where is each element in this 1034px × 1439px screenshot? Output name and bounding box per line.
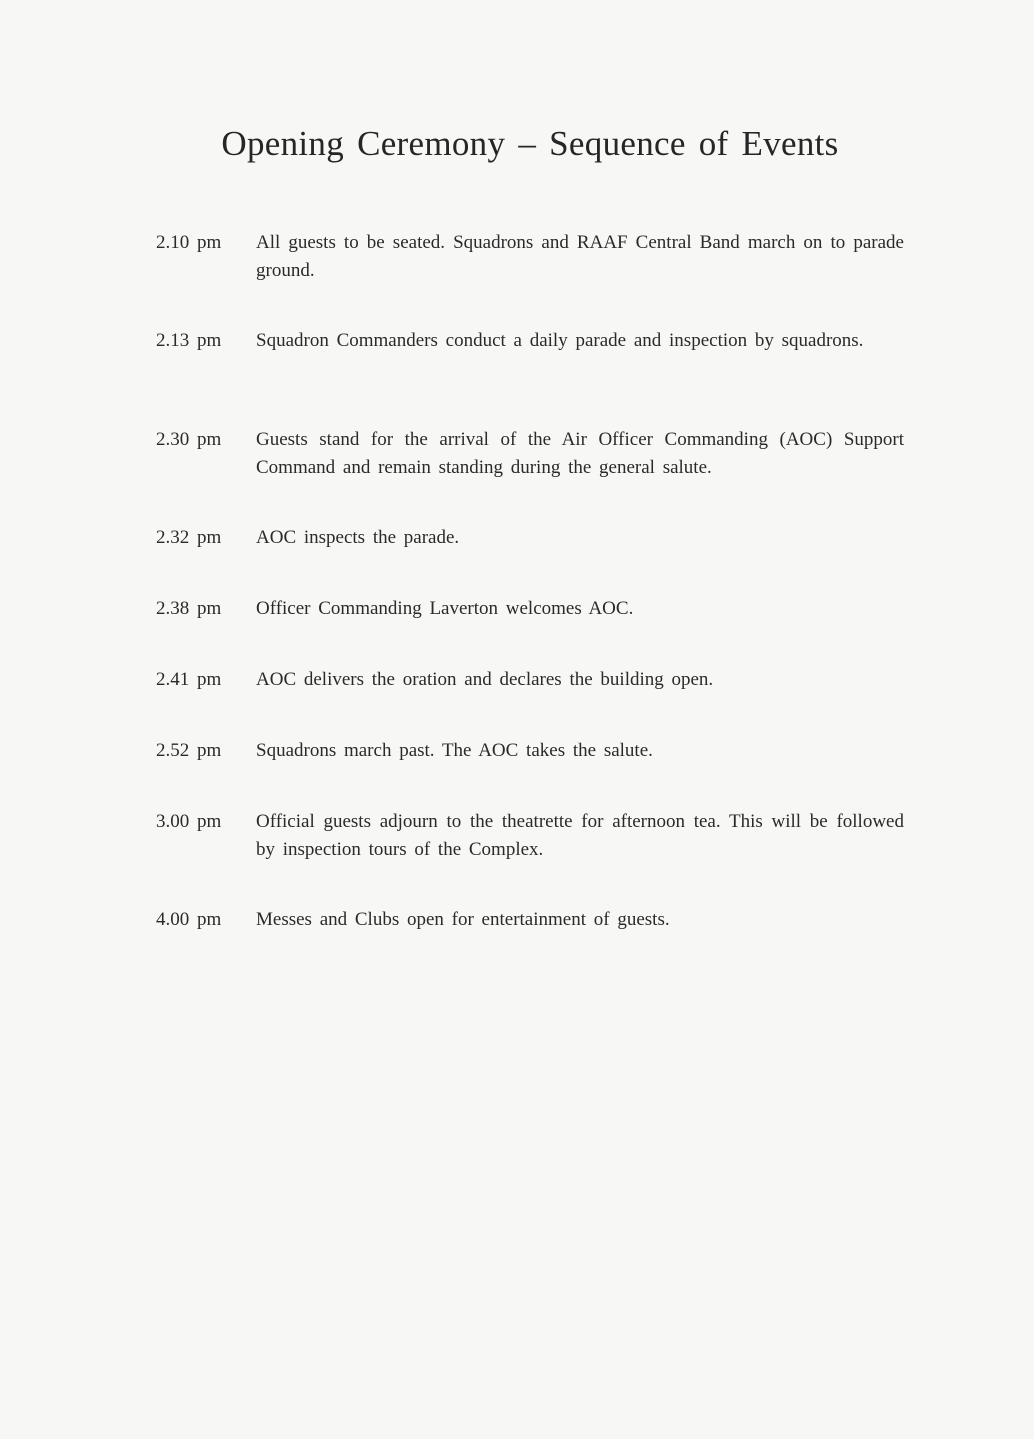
event-description: Squadrons march past. The AOC takes the salute. bbox=[256, 740, 653, 761]
event-item bbox=[156, 808, 904, 864]
event-description: AOC delivers the oration and declares the building open. bbox=[256, 669, 714, 690]
event-item bbox=[156, 595, 904, 623]
event-item bbox=[156, 906, 904, 934]
event-description: Guests stand for the arrival of the Air Officer Commanding (AOC) Support Command and remain standing during the general salute. bbox=[256, 429, 904, 478]
event-description: Messes and Clubs open for entertainment of guests. bbox=[256, 909, 670, 930]
event-time: 2.10 pm bbox=[156, 232, 222, 253]
event-item bbox=[156, 327, 904, 355]
event-item bbox=[156, 524, 904, 552]
event-item bbox=[156, 229, 904, 285]
event-description: All guests to be seated. Squadrons and RAAF Central Band march on to parade ground. bbox=[256, 232, 904, 281]
event-description: Officer Commanding Laverton welcomes AOC. bbox=[256, 598, 634, 619]
event-time: 2.13 pm bbox=[156, 330, 222, 351]
event-time: 4.00 pm bbox=[156, 909, 222, 930]
event-time: 3.00 pm bbox=[156, 811, 222, 832]
event-description: Official guests adjourn to the theatrette for afternoon tea. This will be followed by inspection tours of the Complex. bbox=[256, 811, 904, 860]
event-item bbox=[156, 426, 904, 482]
event-description: Squadron Commanders conduct a daily parade and inspection by squadrons. bbox=[256, 330, 864, 351]
event-item bbox=[156, 666, 904, 694]
event-time: 2.41 pm bbox=[156, 669, 222, 690]
event-time: 2.38 pm bbox=[156, 598, 222, 619]
event-time: 2.32 pm bbox=[156, 527, 222, 548]
page-title: Opening Ceremony – Sequence of Events bbox=[221, 124, 839, 163]
event-item bbox=[156, 737, 904, 765]
event-description: AOC inspects the parade. bbox=[256, 527, 460, 548]
event-time: 2.52 pm bbox=[156, 740, 222, 761]
event-time: 2.30 pm bbox=[156, 429, 222, 450]
